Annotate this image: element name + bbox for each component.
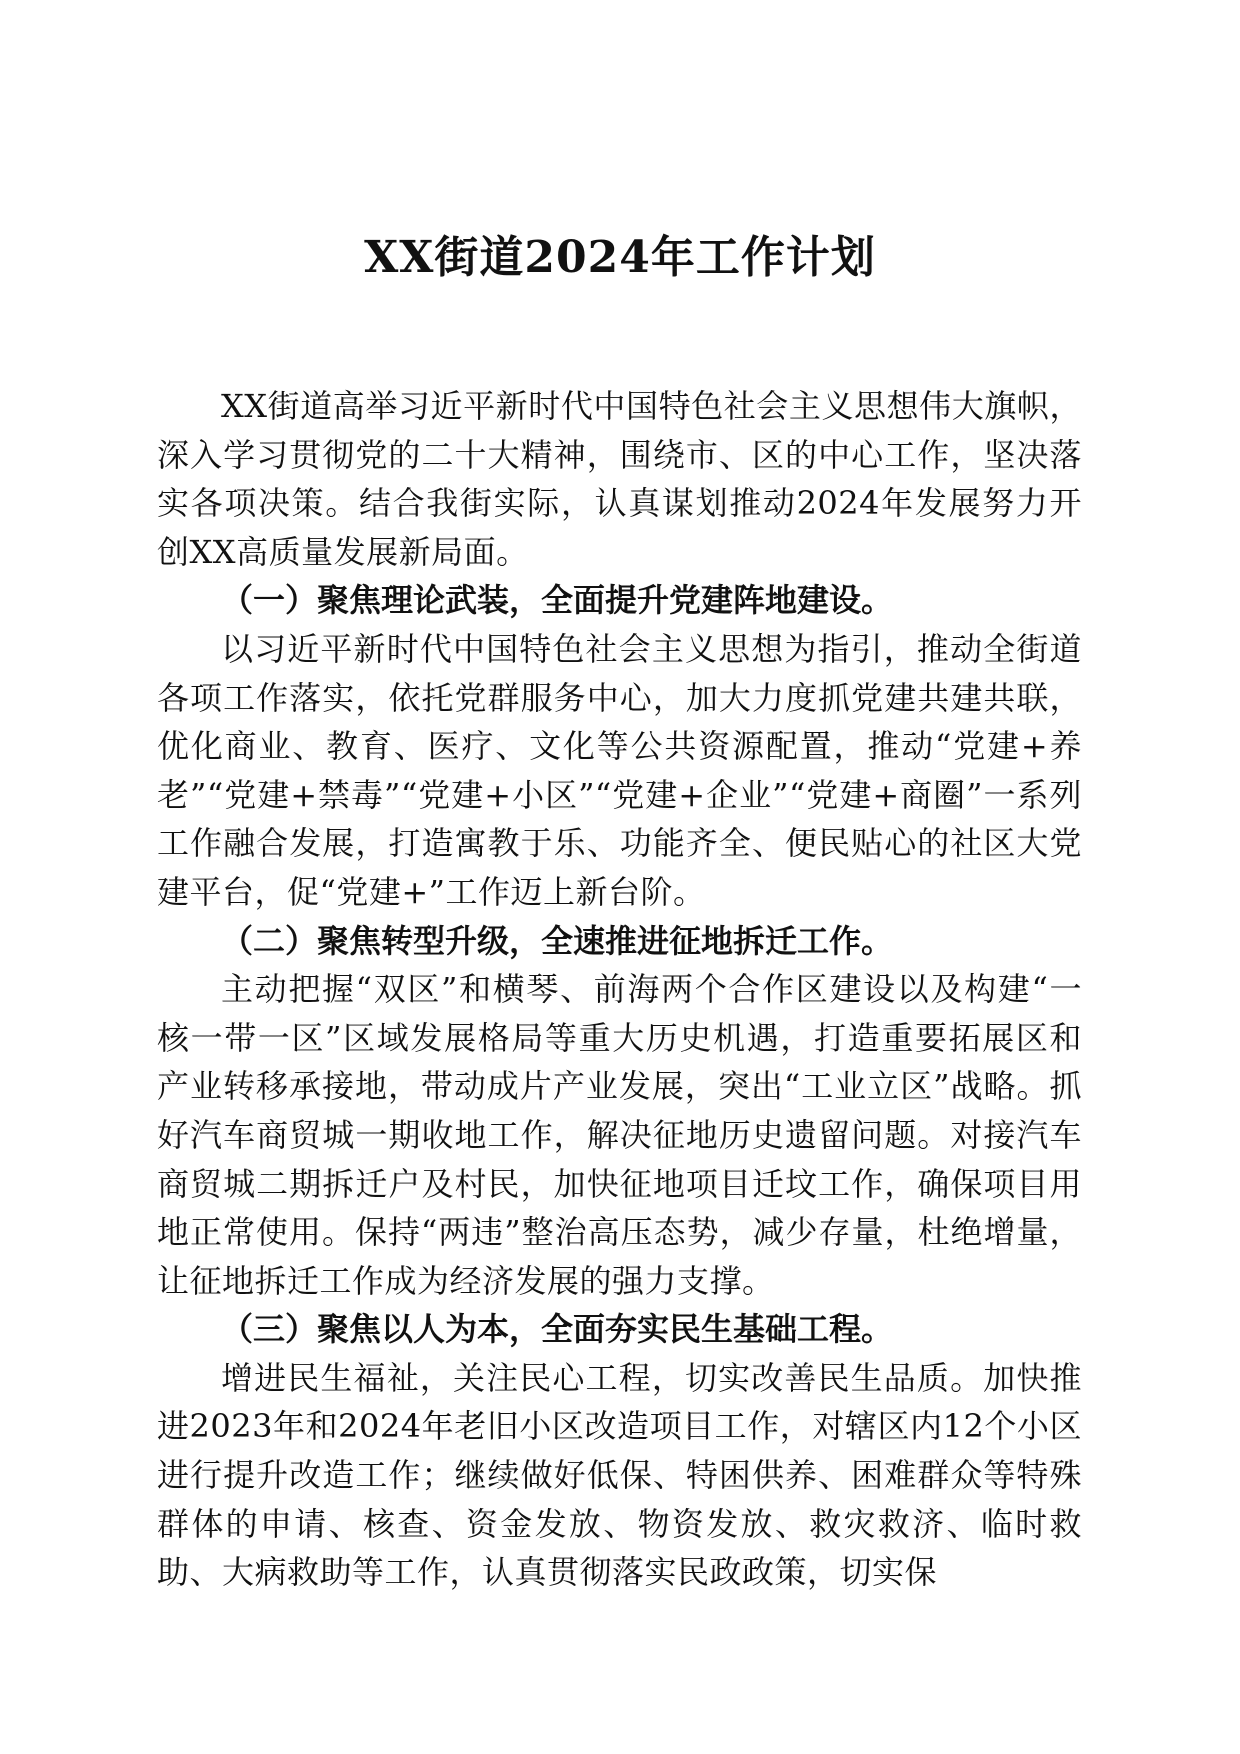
section-1-body: 以习近平新时代中国特色社会主义思想为指引，推动全街道各项工作落实，依托党群服务中心，加大力度抓党建共建共联，优化商业、教育、医疗、文化等公共资源配置，推动“党建+养老”“党建+禁毒”“党建+小区”“党建+企业”“党建+商圈”一系列工作融合发展，打造寓教于乐、功能齐全、便民贴心的社区大党建平台，促“党建+”工作迈上新台阶。 (157, 629, 1082, 911)
intro-paragraph: XX街道高举习近平新时代中国特色社会主义思想伟大旗帜，深入学习贯彻党的二十大精神，围绕市、区的中心工作，坚决落实各项决策。结合我街实际，认真谋划推动2024年发展努力开创XX高质量发展新局面。 (157, 387, 1082, 571)
section-1-heading: （一）聚焦理论武装，全面提升党建阵地建设。 (221, 581, 894, 620)
document-body (157, 382, 1082, 1597)
section-2-body: 主动把握“双区”和横琴、前海两个合作区建设以及构建“一核一带一区”区域发展格局等重大历史机遇，打造重要拓展区和产业转移承接地，带动成片产业发展，突出“工业立区”战略。抓好汽车商贸城一期收地工作，解决征地历史遗留问题。对接汽车商贸城二期拆迁户及村民，加快征地项目迁坟工作，确保项目用地正常使用。保持“两违”整治高压态势，减少存量，杜绝增量，让征地拆迁工作成为经济发展的强力支撑。 (157, 970, 1082, 1300)
section-3-heading: （三）聚焦以人为本，全面夯实民生基础工程。 (221, 1310, 894, 1349)
document-title: XX街道2024年工作计划 (364, 232, 876, 283)
section-2-heading: （二）聚焦转型升级，全速推进征地拆迁工作。 (221, 921, 894, 960)
section-3-body: 增进民生福祉，关注民心工程，切实改善民生品质。加快推进2023年和2024年老旧小区改造项目工作，对辖区内12个小区进行提升改造工作；继续做好低保、特困供养、困难群众等特殊群体的申请、核查、资金发放、物资发放、救灾救济、临时救助、大病救助等工作，认真贯彻落实民政政策，切实保 (157, 1358, 1082, 1592)
